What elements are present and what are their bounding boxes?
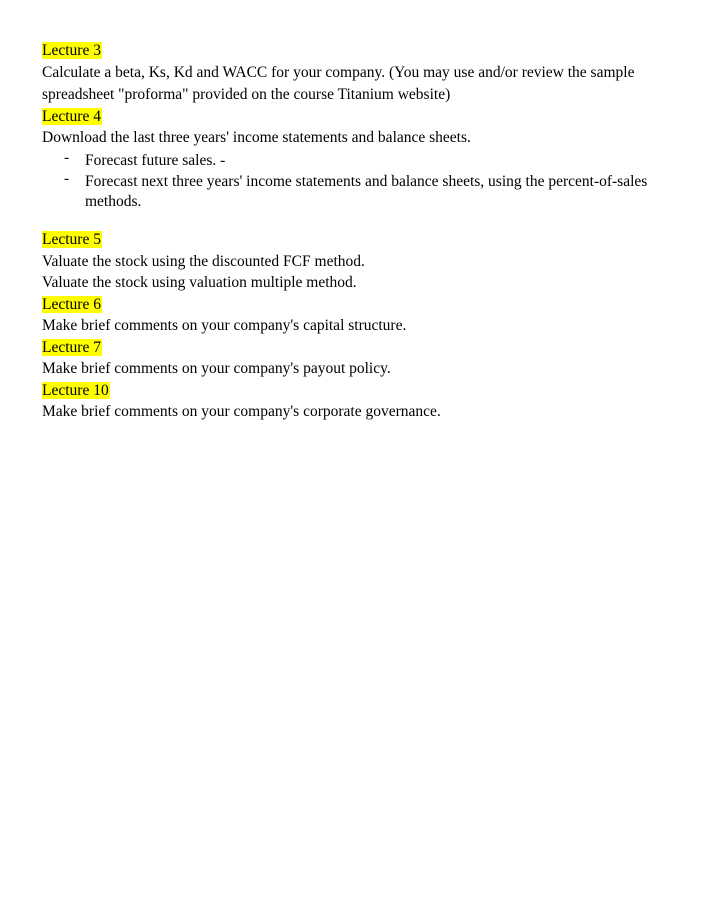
section-heading bbox=[42, 229, 682, 251]
document-page bbox=[42, 40, 682, 423]
paragraph: Make brief comments on your company's capital structure. bbox=[42, 317, 407, 334]
list-item-text: Forecast next three years' income statements and balance sheets, using the percent-of-sales methods. bbox=[85, 173, 648, 210]
section-heading bbox=[42, 40, 682, 62]
list-item-text: Forecast future sales. - bbox=[85, 151, 226, 169]
paragraph: Make brief comments on your company's corporate governance. bbox=[42, 403, 441, 420]
paragraph: Valuate the stock using valuation multiple method. bbox=[42, 274, 357, 291]
paragraph: Calculate a beta, Ks, Kd and WACC for your company. (You may use and/or review the sample spreadsheet "proforma" provided on the course Titanium website) bbox=[42, 63, 635, 103]
bullet-dash: - bbox=[64, 170, 70, 187]
section-lecture-7 bbox=[42, 337, 682, 380]
list-item bbox=[64, 172, 682, 211]
paragraph: Valuate the stock using the discounted FCF method. bbox=[42, 252, 365, 270]
paragraph: Download the last three years' income statements and balance sheets. bbox=[42, 129, 471, 146]
bullet-dash: - bbox=[64, 148, 70, 166]
section-heading bbox=[42, 380, 682, 402]
highlighted-heading-text: Lecture 5 bbox=[42, 231, 101, 248]
highlighted-heading-text: Lecture 6 bbox=[42, 295, 101, 313]
section-lecture-3 bbox=[42, 40, 682, 106]
bullet-list bbox=[42, 148, 682, 212]
highlighted-heading-text: Lecture 3 bbox=[42, 42, 101, 59]
section-lecture-4 bbox=[42, 106, 682, 230]
section-heading bbox=[42, 294, 682, 316]
section-lecture-10 bbox=[42, 380, 682, 423]
section-lecture-6 bbox=[42, 294, 682, 337]
list-item bbox=[64, 148, 682, 171]
highlighted-heading-text: Lecture 7 bbox=[42, 338, 101, 356]
paragraph: Make brief comments on your company's payout policy. bbox=[42, 360, 391, 377]
blank-line bbox=[42, 211, 682, 229]
highlighted-heading-text: Lecture 4 bbox=[42, 107, 101, 125]
highlighted-heading-text: Lecture 10 bbox=[42, 381, 109, 399]
section-heading bbox=[42, 106, 682, 128]
section-lecture-5 bbox=[42, 229, 682, 294]
section-heading bbox=[42, 337, 682, 359]
